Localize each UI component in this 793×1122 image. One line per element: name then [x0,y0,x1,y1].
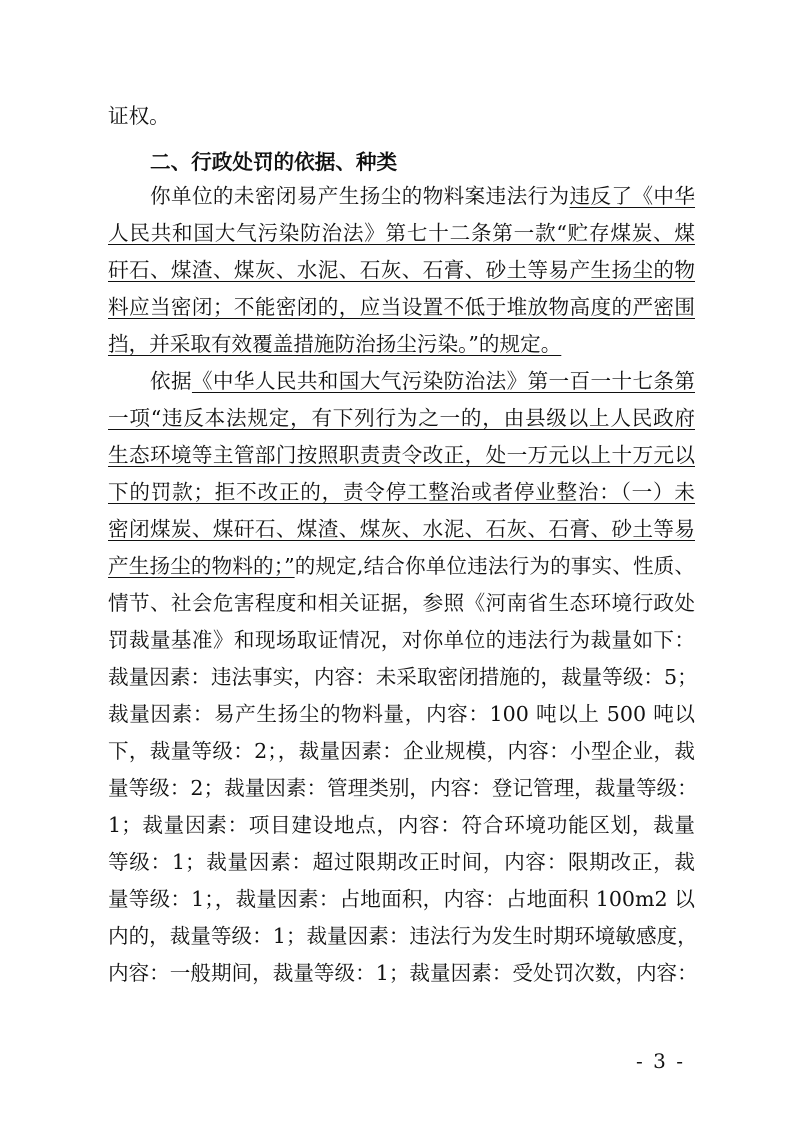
text-segment: 内的，裁量等级：1；裁量因素：违法行为发生时期环境敏感度， [108,924,698,948]
underlined-text-segment: 生态环境等主管部门按照职责责令改正，处一万元以上十万元以 [108,443,695,467]
text-segment: 裁量因素：易产生扬尘的物料量，内容：100 吨以上 500 吨以 [108,702,695,726]
text-line [150,184,695,208]
underlined-text-segment: 人民共和国大气污染防治法》第七十二条第一款“贮存煤炭、煤 [108,221,695,245]
text-line [108,591,695,615]
text-line [108,961,698,985]
text-line [150,369,695,393]
underlined-text-segment: 违反了《中华 [569,184,696,208]
text-segment: 依据 [150,369,192,393]
text-line [108,739,695,763]
text-segment: 量等级：2；裁量因素：管理类别，内容：登记管理，裁量等级： [108,776,698,800]
text-segment: 的规定,结合你单位违法行为的事实、性质、 [294,554,696,578]
text-line [108,665,698,689]
text-segment: 等级：1；裁量因素：超过限期改正时间，内容：限期改正，裁 [108,850,695,874]
text-line [108,480,695,504]
text-segment: 二、行政处罚的依据、种类 [150,150,398,174]
text-line [108,776,698,800]
text-line [108,813,695,837]
text-segment: 下，裁量等级：2；，裁量因素：企业规模，内容：小型企业，裁 [108,739,695,763]
underlined-text-segment: 挡，并采取有效覆盖措施防治扬尘污染。”的规定。 [108,332,562,356]
text-line [108,332,695,356]
text-segment: 1；裁量因素：项目建设地点，内容：符合环境功能区划，裁量 [108,813,695,837]
text-line [108,702,695,726]
text-line [108,517,695,541]
page-number: - 3 - [636,1049,685,1073]
text-line [108,221,695,245]
underlined-text-segment: 产生扬尘的物料的；” [108,554,295,578]
underlined-text-segment: 料应当密闭；不能密闭的，应当设置不低于堆放物高度的严密围 [108,295,695,319]
underlined-text-segment: 密闭煤炭、煤矸石、煤渣、煤灰、水泥、石灰、石膏、砂土等易 [108,517,695,541]
text-line [108,628,695,652]
text-segment: 证权。 [108,104,170,128]
text-segment: 你单位的未密闭易产生扬尘的物料案违法行为 [150,184,570,208]
text-line [108,104,695,128]
text-segment: 内容：一般期间，裁量等级：1；裁量因素：受处罚次数，内容： [108,961,698,985]
text-segment: 情节、社会危害程度和相关证据，参照《河南省生态环境行政处 [108,591,695,615]
text-segment: 裁量因素：违法事实，内容：未采取密闭措施的，裁量等级：5； [108,665,698,689]
underlined-text-segment: 矸石、煤渣、煤灰、水泥、石灰、石膏、砂土等易产生扬尘的物 [108,258,695,282]
text-line [108,554,695,578]
underlined-text-segment: 《中华人民共和国大气污染防治法》第一百一十七条第 [191,369,695,393]
text-line [108,887,695,911]
text-line [108,258,695,282]
underlined-text-segment: 下的罚款；拒不改正的，责令停工整治或者停业整治：（一）未 [108,480,695,504]
text-segment: 罚裁量基准》和现场取证情况，对你单位的违法行为裁量如下： [108,628,695,652]
section-heading [150,150,695,174]
text-line [108,295,695,319]
text-line [108,406,695,430]
underlined-text-segment: 一项“违反本法规定，有下列行为之一的，由县级以上人民政府 [108,406,695,430]
text-line [108,443,695,467]
text-segment: 量等级：1；，裁量因素：占地面积，内容：占地面积 100m2 以 [108,887,695,911]
text-line [108,850,695,874]
text-line [108,924,698,948]
